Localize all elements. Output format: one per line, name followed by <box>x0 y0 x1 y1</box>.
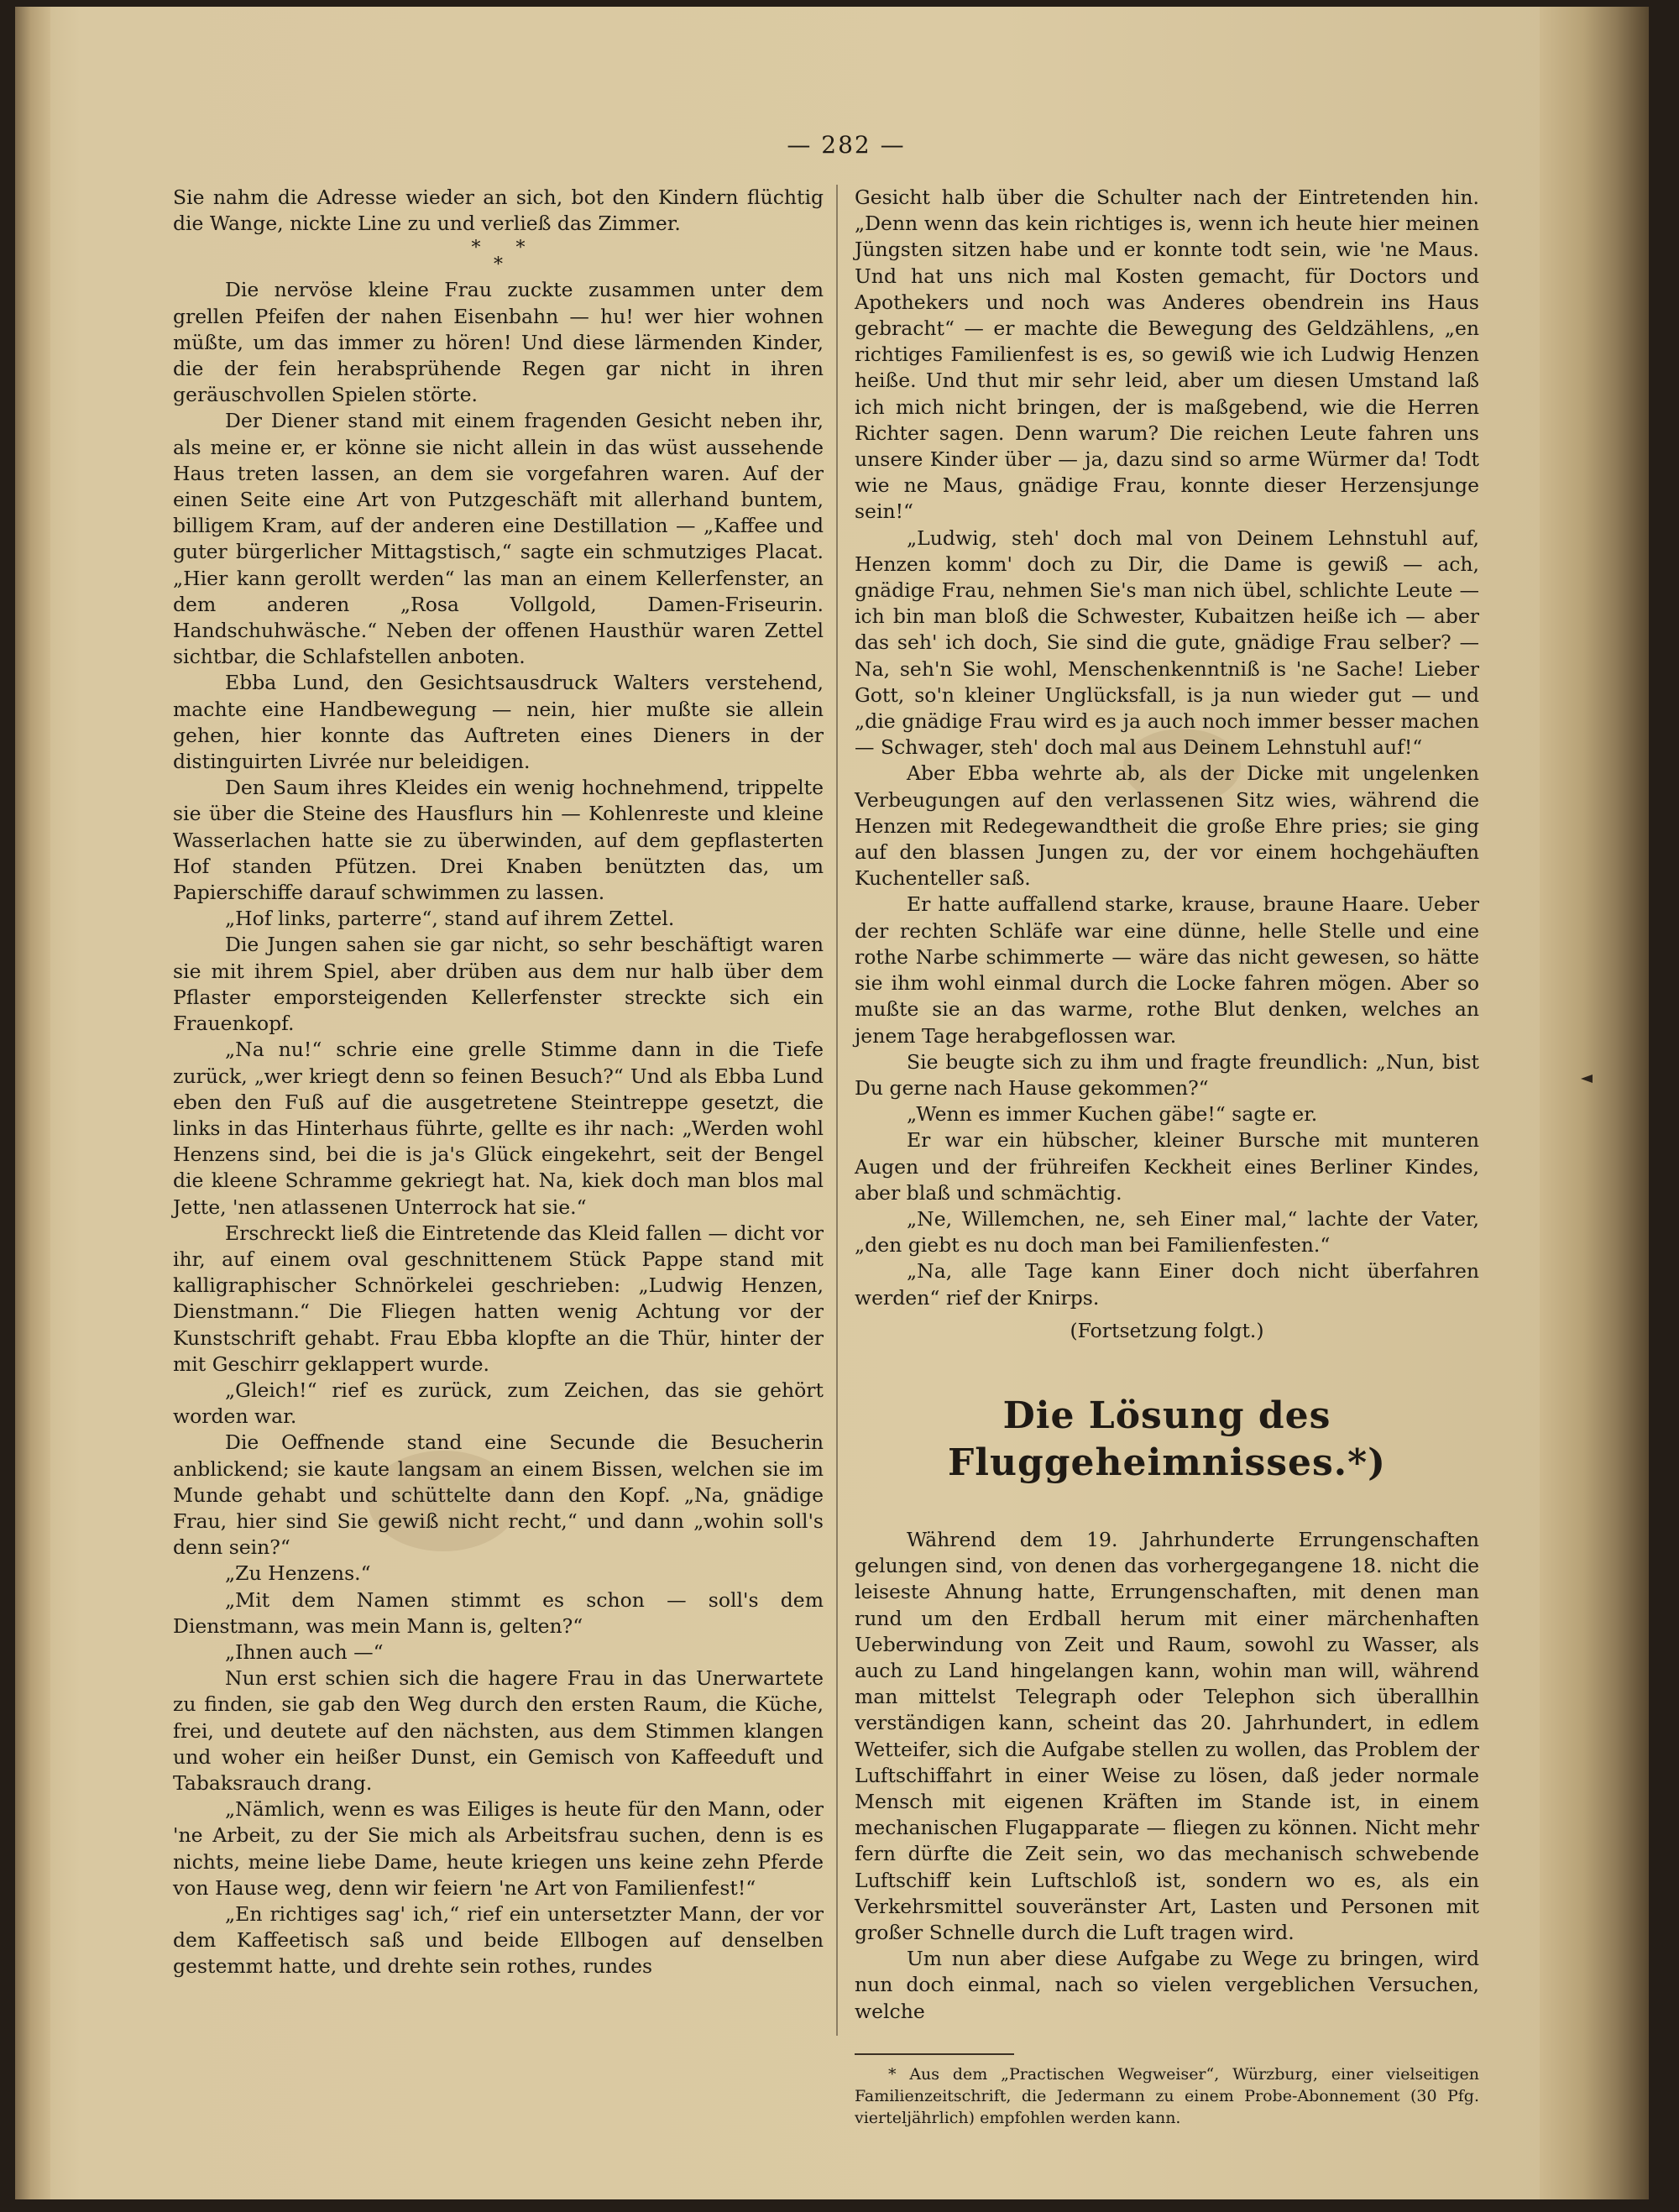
footnote <box>855 2063 1479 2129</box>
article-paragraph: Während dem 19. Jahrhunderte Errungenschaften gelungen sind, von denen das vorhergegangene 18. nicht die leiseste Ahnung hatte, Errungenschaften, mit denen man rund um den Erdball herum mit einer märchenhaften Ueberwindung von Zeit und Raum, sowohl zu Wasser, als auch zu Land hingelangen kann, wohin man will, während man mittelst Telegraph oder Telephon sich überallhin verständigen kann, scheint das 20. Jahrhundert, in edlem Wetteifer, sich die Aufgabe stellen zu wollen, das Problem der Luftschiffahrt in einer Weise zu lösen, daß jeder normale Mensch mit eigenen Kräften im Stande ist, in einem mechanischen Flugapparate — fliegen zu können. Nicht mehr fern dürfte die Zeit sein, wo das mechanisch schwebende Luftschiff kein Luftschloß ist, sondern wo es, als ein Verkehrsmittel souveränster Art, Lasten und Personen mit großer Schnelle durch die Luft tragen wird. <box>855 1527 1479 1944</box>
paragraph: „En richtiges sag' ich,“ rief ein untersetzter Mann, der vor dem Kaffeetisch saß und beide Ellbogen auf denselben gestemmt hatte, und drehte sein rothes, rundes <box>173 1902 824 1979</box>
paragraph: „Mit dem Namen stimmt es schon — soll's dem Dienstmann, was mein Mann is, gelten?“ <box>173 1587 824 1638</box>
paragraph: „Gleich!“ rief es zurück, zum Zeichen, das sie gehört worden war. <box>173 1378 824 1429</box>
paragraph: „Ne, Willemchen, ne, seh Einer mal,“ lachte der Vater, „den giebt es nu doch man bei Familienfesten.“ <box>855 1206 1479 1258</box>
page-number: — 282 — <box>787 131 906 159</box>
paragraph: Ebba Lund, den Gesichtsausdruck Walters verstehend, machte eine Handbewegung — nein, hier mußte sie allein gehen, hier konnte das Auftreten eines Dieners in der distinguirten Livrée nur beleidigen. <box>173 671 824 774</box>
paragraph: Er hatte auffallend starke, krause, braune Haare. Ueber der rechten Schläfe war eine dünne, helle Stelle und eine rothe Narbe schimmerte — wäre das nicht gewesen, so hätte sie ihm wohl einmal durch die Locke fahren mögen. Aber so mußte sie an das warme, rothe Blut denken, welches an jenem Tage herabgeflossen war. <box>855 892 1479 1048</box>
paragraph: Nun erst schien sich die hagere Frau in das Unerwartete zu finden, sie gab den Weg durch den ersten Raum, die Küche, frei, und deutete auf den nächsten, aus dem Stimmen klangen und woher ein heißer Dunst, ein Gemisch von Kaffeeduft und Tabaksrauch drang. <box>173 1666 824 1795</box>
left-text-column <box>173 185 824 1980</box>
paragraph: Der Diener stand mit einem fragenden Gesicht neben ihr, als meine er, er könne sie nicht allein in das wüst aussehende Haus treten lassen, an dem sie vorgefahren waren. Auf der einen Seite eine Art von Putzgeschäft mit allerhand buntem, billigem Kram, auf der anderen eine Destillation — „Kaffee und guter bürgerlicher Mittagstisch,“ sagte ein schmutziges Placat. „Hier kann gerollt werden“ las man an einem Kellerfenster, an dem anderen „Rosa Vollgold, Damen-Friseurin. Handschuhwäsche.“ Neben der offenen Hausthür waren Zettel sichtbar, die Schlafstellen anboten. <box>173 409 824 669</box>
paragraph: „Ludwig, steh' doch mal von Deinem Lehnstuhl auf, Henzen komm' doch zu Dir, die Dame is gewiß — ach, gnädige Frau, nehmen Sie's man nich übel, schlichte Leute — ich bin man bloß die Schwester, Kubaitzen heiße ich — aber das seh' ich doch, Sie sind die gute, gnädige Frau selber? — Na, seh'n Sie wohl, Menschenkenntniß is 'ne Sache! Lieber Gott, so'n kleiner Unglücksfall, is ja nun wieder gut — und „die gnädige Frau wird es ja auch noch immer besser machen — Schwager, steh' doch mal aus Deinem Lehnstuhl auf!“ <box>855 526 1479 760</box>
paragraph: Die Jungen sahen sie gar nicht, so sehr beschäftigt waren sie mit ihrem Spiel, aber drüben aus dem nur halb über dem Pflaster emporsteigenden Kellerfenster streckte sich ein Frauenkopf. <box>173 933 824 1036</box>
paragraph: „Ihnen auch —“ <box>225 1639 384 1664</box>
paragraph: Die nervöse kleine Frau zuckte zusammen unter dem grellen Pfeifen der nahen Eisenbahn — hu! wer hier wohnen müßte, um das immer zu hören! Und diese lärmenden Kinder, die der fein herabsprühende Regen gar nicht in ihren geräuschvollen Spielen störte. <box>173 278 824 407</box>
footnote-text: * Aus dem „Practischen Wegweiser“, Würzburg, einer vielseitigen Familienzeitschrift, die Jedermann zu einem Probe-Abonnement (30 Pfg. vierteljährlich) empfohlen werden kann. <box>855 2064 1479 2127</box>
book-binding-shadow <box>1540 7 1649 2199</box>
footnote-rule <box>855 2053 1014 2055</box>
paragraph: Aber Ebba wehrte ab, als der Dicke mit ungelenken Verbeugungen auf den verlassenen Sitz wies, während die Henzen mit Redegewandtheit die große Ehre pries; sie ging auf den blassen Jungen zu, der vor einem hochgehäuften Kuchenteller saß. <box>855 761 1479 891</box>
right-text-column <box>855 185 1479 2129</box>
paragraph: Erschreckt ließ die Eintretende das Kleid fallen — dicht vor ihr, auf einem oval geschnittenem Stück Pappe stand mit kalligraphischer Schnörkelei geschrieben: „Ludwig Henzen, Dienstmann.“ Die Fliegen hatten wenig Achtung vor der Kunstschrift gehabt. Frau Ebba klopfte an die Thür, hinter der mit Geschirr geklappert wurde. <box>173 1221 824 1376</box>
page-gutter-edge <box>15 7 50 2199</box>
paragraph: Den Saum ihres Kleides ein wenig hochnehmend, trippelte sie über die Steine des Hausflurs hin — Kohlenreste und kleine Wasserlachen hatte sie zu überwinden, auf dem gepflasterten Hof standen Pfützen. Drei Knaben benützten das, um Papierschiffe darauf schwimmen zu lassen. <box>173 776 824 905</box>
article-paragraph: Um nun aber diese Aufgabe zu Wege zu bringen, wird nun doch einmal, nach so vielen vergeblichen Versuchen, welche <box>855 1947 1479 2023</box>
paragraph: „Hof links, parterre“, stand auf ihrem Zettel. <box>225 907 675 931</box>
continuation-notice: (Fortsetzung folgt.) <box>1070 1318 1264 1342</box>
paragraph: „Nämlich, wenn es was Eiliges is heute für den Mann, oder 'ne Arbeit, zu der Sie mich als Arbeitsfrau suchen, denn is es nichts, meine liebe Dame, heute kriegen uns keine zehn Pferde von Hause weg, denn wir feiern 'ne Art von Familienfest!“ <box>173 1797 824 1900</box>
article-headline: Die Lösung des Fluggeheimnisses.*) <box>948 1394 1386 1484</box>
paragraph: Er war ein hübscher, kleiner Bursche mit munteren Augen und der frühreifen Keckheit eines Berliner Kindes, aber blaß und schmächtig. <box>855 1128 1479 1205</box>
paragraph: Die Oeffnende stand eine Secunde die Besucherin anblickend; sie kaute langsam an einem Bissen, welchen sie im Munde gehabt und schüttelte dann den Kopf. „Na, gnädige Frau, hier sind Sie gewiß nicht recht,“ und dann „wohin soll's denn sein?“ <box>173 1430 824 1560</box>
paragraph: Sie beugte sich zu ihm und fragte freundlich: „Nun, bist Du gerne nach Hause gekommen?“ <box>855 1049 1479 1100</box>
paragraph: Gesicht halb über die Schulter nach der Eintretenden hin. „Denn wenn das kein richtiges is, wenn ich heute hier meinen Jüngsten sitzen habe und er konnte todt sein, wie 'ne Maus. Und hat uns nich mal Kosten gemacht, für Doctors und Apothekers und noch was Anderes obendrein ins Haus gebracht“ — er machte die Bewegung des Geldzählens, „en richtiges Familienfest is es, so gewiß wie ich Ludwig Henzen heiße. Und thut mir sehr leid, aber um diesen Umstand laß ich mich nicht bringen, der is maßgebend, wie die Herren Richter sagen. Denn warum? Die reichen Leute fahren uns unsere Kinder über — ja, dazu sind so arme Würmer da! Todt wie ne Maus, gnädige Frau, konnte dieser Herzensjunge sein!“ <box>855 186 1479 524</box>
paragraph: „Zu Henzens.“ <box>225 1561 371 1586</box>
paragraph: „Na nu!“ schrie eine grelle Stimme dann in die Tiefe zurück, „wer kriegt denn so feinen Besuch?“ Und als Ebba Lund eben den Fuß auf die ausgetretene Steintreppe gesetzt, die links in das Hinterhaus führte, gellte es ihr nach: „Werden wohl Henzens sind, bei die is ja's Glück eingekehrt, seit der Bengel die kleene Schramme gekriegt hat. Na, kiek doch man blos mal Jette, 'nen atlassenen Unterrock hat sie.“ <box>173 1038 824 1219</box>
section-separator-asterisks: * * * <box>471 238 526 276</box>
column-divider-rule <box>836 185 838 2036</box>
paragraph: „Wenn es immer Kuchen gäbe!“ sagte er. <box>907 1102 1318 1127</box>
paragraph: „Na, alle Tage kann Einer doch nicht überfahren werden“ rief der Knirps. <box>855 1259 1479 1310</box>
paragraph: Sie nahm die Adresse wieder an sich, bot den Kindern flüchtig die Wange, nickte Line zu und verließ das Zimmer. <box>173 186 824 236</box>
newspaper-page <box>15 7 1649 2199</box>
